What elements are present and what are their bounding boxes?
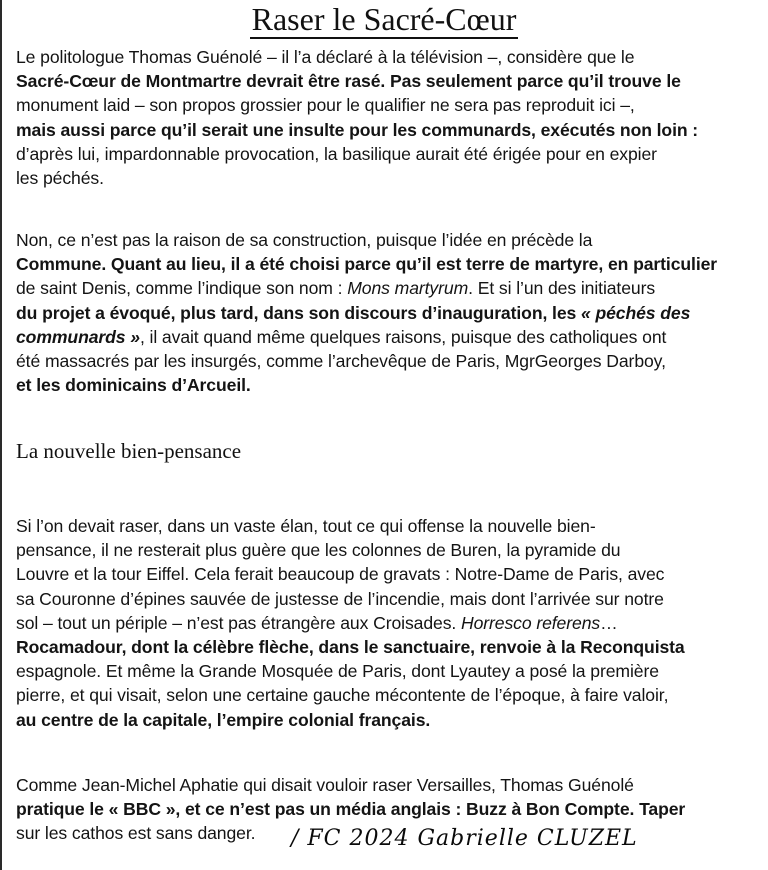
paragraph-2 bbox=[16, 228, 758, 397]
p1-line-1: Le politologue Thomas Guénolé – il l’a déclaré à la télévision –, considère que le bbox=[16, 47, 635, 67]
paragraph-3 bbox=[16, 514, 758, 732]
p2-line-5-italic: communards » bbox=[16, 326, 140, 347]
p2-line-4a: du projet a évoqué, plus tard, dans son discours d’inauguration, les bbox=[16, 302, 581, 323]
p2-line-3c: . Et si l’un des initiateurs bbox=[468, 278, 656, 299]
p2-line-7: et les dominicains d’Arcueil. bbox=[16, 375, 251, 396]
p3-line-9: au centre de la capitale, l’empire colonial français. bbox=[16, 709, 431, 730]
p1-line-2: Sacré-Cœur de Montmartre devrait être rasé. Pas seulement parce qu’il trouve le bbox=[16, 71, 681, 92]
p4-line-2: pratique le « BBC », et ce n’est pas un média anglais : Buzz à Bon Compte. Taper bbox=[16, 799, 686, 820]
p3-line-7: espagnole. Et même la Grande Mosquée de Paris, dont Lyautey a posé la première bbox=[16, 661, 659, 682]
p2-line-6: été massacrés par les insurgés, comme l’archevêque de Paris, MgrGeorges Darboy, bbox=[16, 351, 666, 372]
paragraph-1 bbox=[16, 45, 758, 190]
title-container bbox=[0, 2, 768, 39]
p3-line-6: Rocamadour, dont la célèbre flèche, dans le sanctuaire, renvoie à la Reconquista bbox=[16, 637, 685, 658]
p3-line-8: pierre, et qui visait, selon une certaine gauche mécontente de l’époque, à faire valoir, bbox=[16, 685, 669, 706]
p2-line-3-italic: Mons martyrum bbox=[347, 278, 469, 299]
p2-line-1: Non, ce n’est pas la raison de sa construction, puisque l’idée en précède la bbox=[16, 230, 593, 250]
p3-line-2: pensance, il ne resterait plus guère que les colonnes de Buren, la pyramide du bbox=[16, 540, 621, 561]
p1-line-6: les péchés. bbox=[16, 168, 104, 189]
p2-line-4-italic: « péchés des bbox=[580, 302, 691, 323]
p2-line-5b: , il avait quand même quelques raisons, puisque des catholiques ont bbox=[139, 326, 667, 347]
p3-line-1: Si l’on devait raser, dans un vaste élan, tout ce qui offense la nouvelle bien- bbox=[16, 516, 596, 536]
p1-line-4: mais aussi parce qu’il serait une insulte pour les communards, exécutés non loin : bbox=[16, 119, 699, 140]
article-title: Raser le Sacré-Cœur bbox=[251, 1, 517, 37]
p3-line-5c: … bbox=[600, 612, 618, 633]
p3-line-5a: sol – tout un périple – n’est pas étrangère aux Croisades. bbox=[16, 612, 461, 633]
p3-line-5-italic: Horresco referens bbox=[460, 612, 601, 633]
section-subheading: La nouvelle bien-pensance bbox=[16, 439, 242, 463]
p4-line-3: sur les cathos est sans danger. bbox=[16, 823, 256, 844]
p4-line-1: Comme Jean-Michel Aphatie qui disait vouloir raser Versailles, Thomas Guénolé bbox=[16, 775, 634, 795]
scan-edge-line bbox=[0, 0, 2, 870]
p3-line-3: Louvre et la tour Eiffel. Cela ferait beaucoup de gravats : Notre-Dame de Paris, avec bbox=[16, 564, 665, 585]
p1-line-3: monument laid – son propos grossier pour le qualifier ne sera pas reproduit ici –, bbox=[16, 95, 635, 116]
handwritten-signature: / FC 2024 Gabrielle CLUZEL bbox=[291, 826, 638, 851]
p2-line-3a: de saint Denis, comme l’indique son nom : bbox=[16, 278, 348, 299]
p1-line-5: d’après lui, impardonnable provocation, la basilique aurait été érigée pour en expier bbox=[16, 143, 657, 164]
p3-line-4: sa Couronne d’épines sauvée de justesse de l’incendie, mais dont l’arrivée sur notre bbox=[16, 588, 664, 609]
p2-line-2: Commune. Quant au lieu, il a été choisi parce qu’il est terre de martyre, en particulier bbox=[16, 254, 718, 275]
